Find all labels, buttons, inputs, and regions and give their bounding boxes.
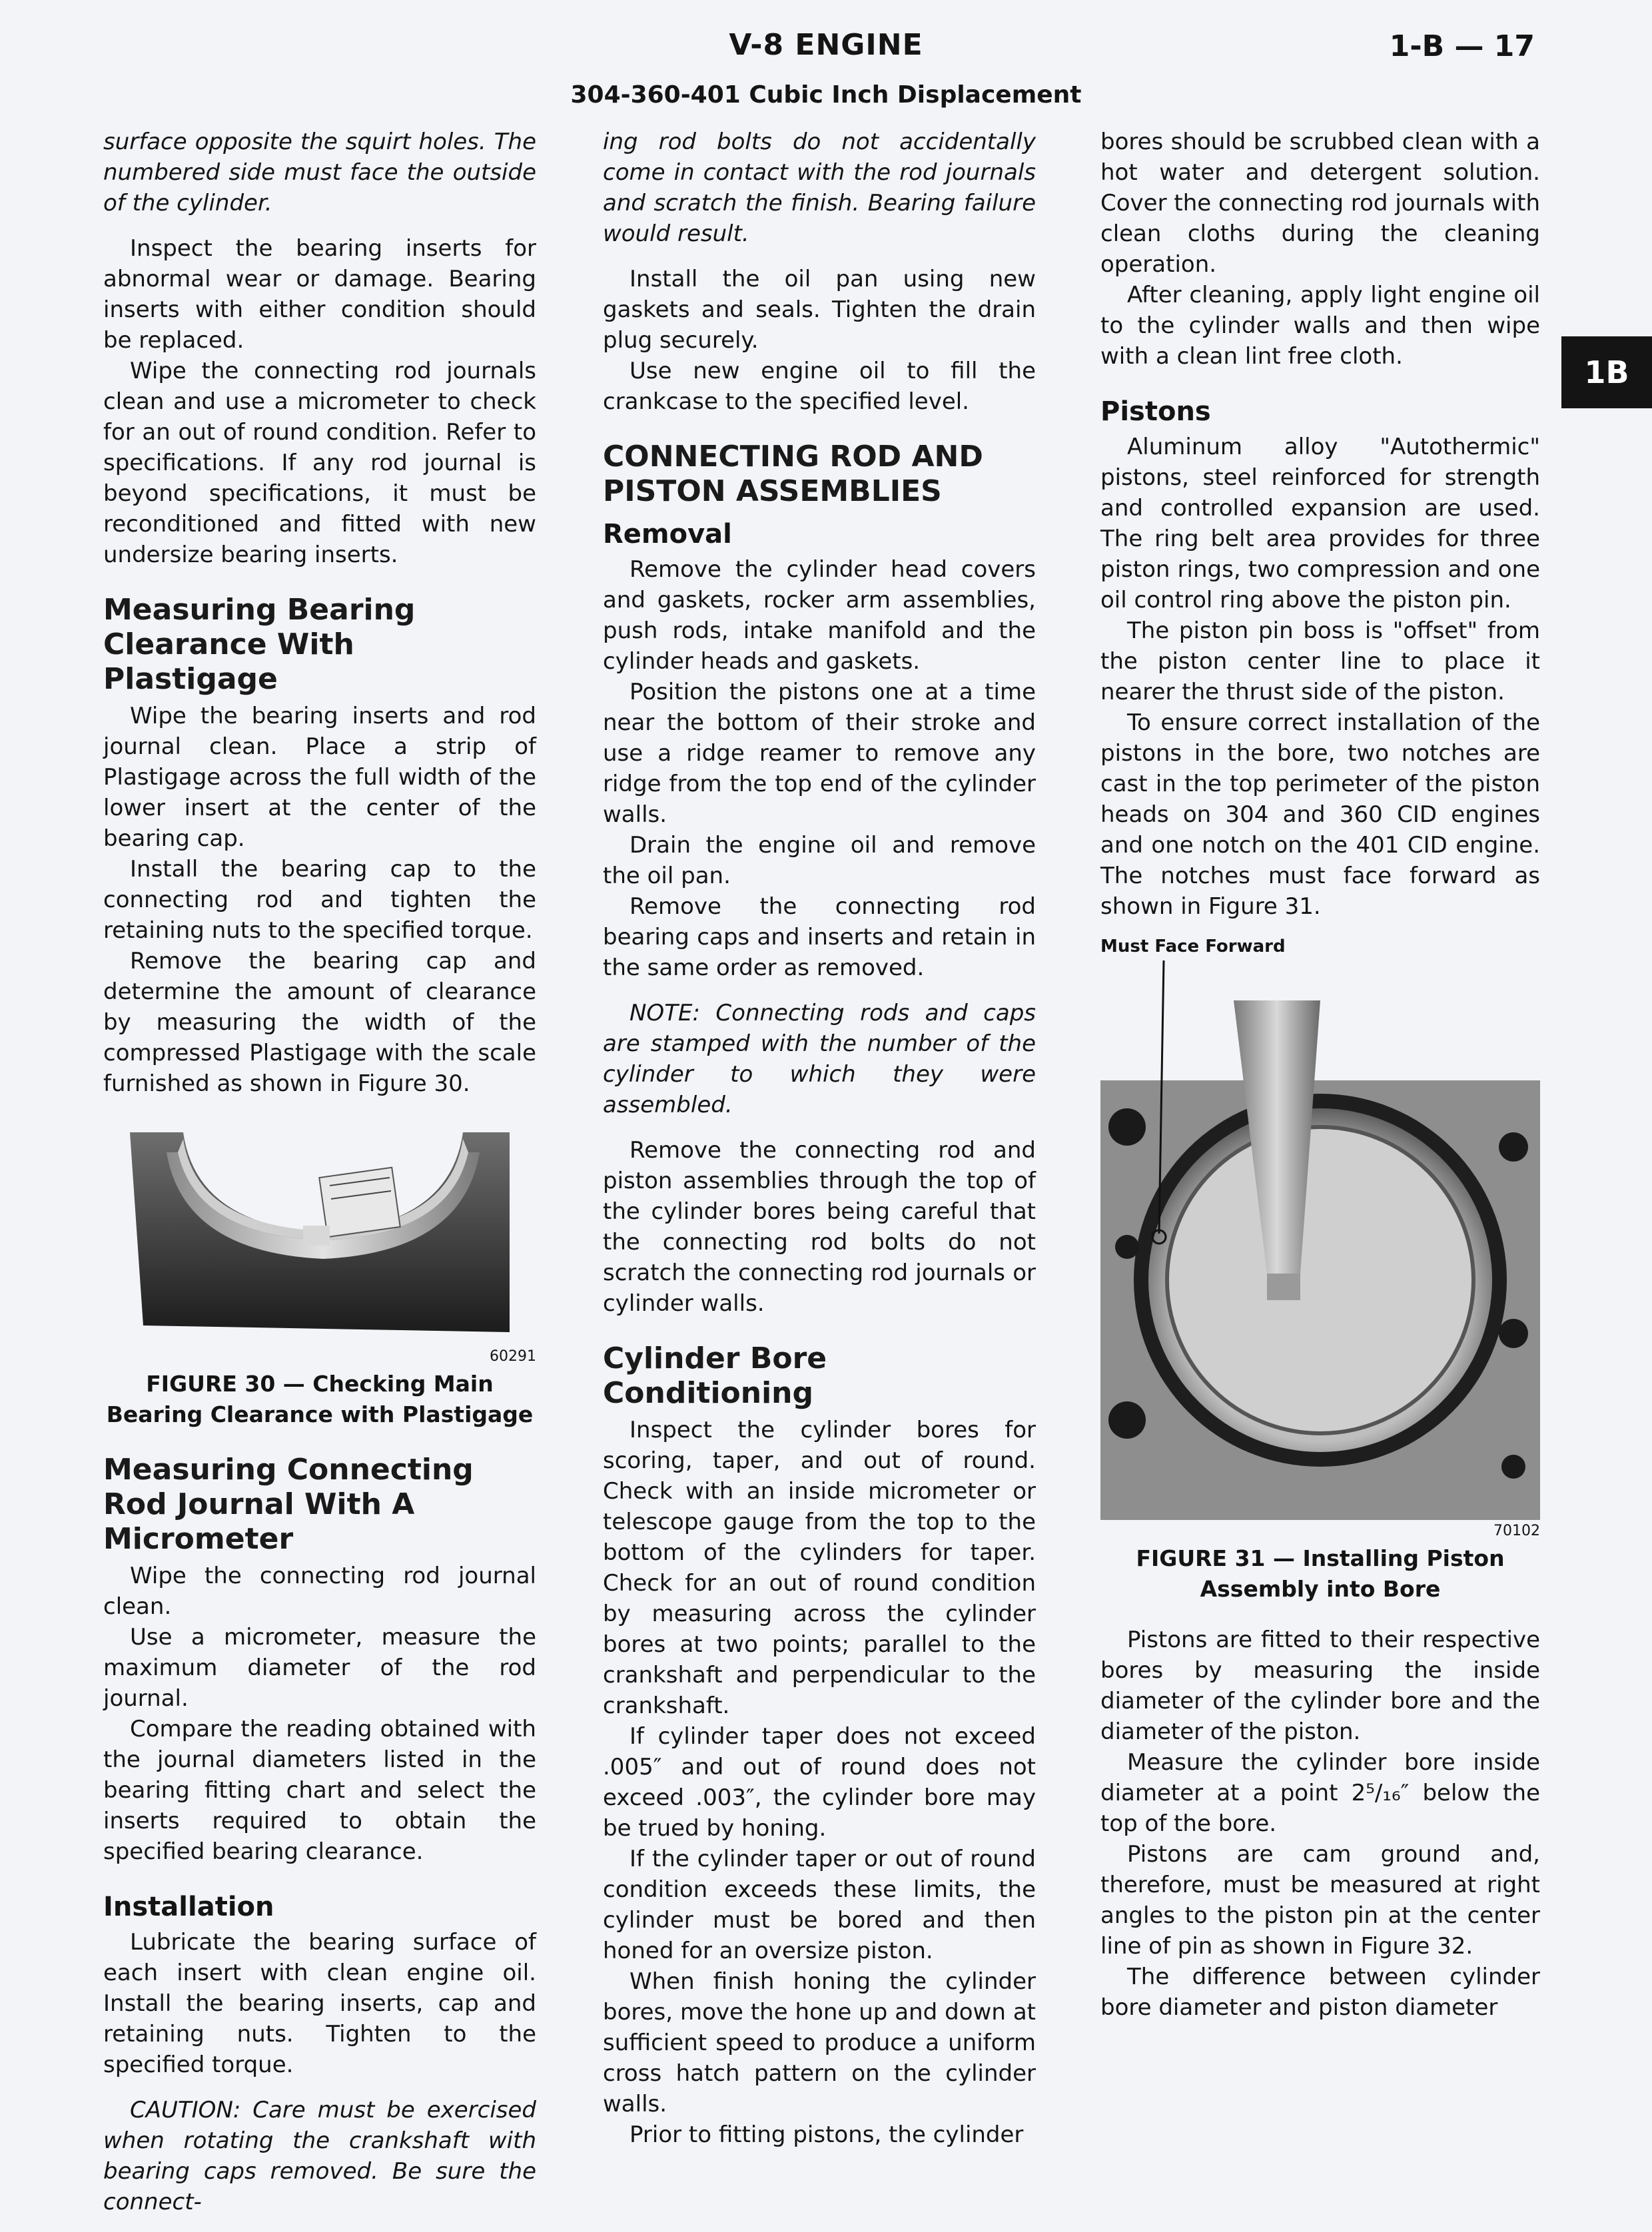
note-text: NOTE: Connecting rods and caps are stamped with the number of the cylinder to which they were assembled. — [603, 1000, 1036, 1118]
paragraph: Install the oil pan using new gaskets and seals. Tighten the drain plug securely. — [603, 266, 1036, 354]
section-heading: Measuring Connecting Rod Journal With A Micrometer — [103, 1453, 474, 1556]
paragraph: ing rod bolts do not accidentally come in contact with the rod journals and scratch the finish. Bearing failure would result. — [603, 129, 1036, 247]
paragraph: To ensure correct installation of the pistons in the bore, two notches are cast in the top perimeter of the piston heads on 304 and 360 CID engines and one notch on the 401 CID engine. The notches must face forward as shown in Figure 31. — [1100, 709, 1540, 920]
paragraph: Measure the cylinder bore inside diameter at a point 2⁵/₁₆″ below the top of the bore. — [1100, 1749, 1540, 1837]
figure-number: 70102 — [1493, 1523, 1540, 1539]
paragraph: If cylinder taper does not exceed .005″ and out of round does not exceed .003″, the cylinder bore may be trued by honing. — [603, 1723, 1036, 1842]
paragraph: When finish honing the cylinder bores, move the hone up and down at sufficient speed to produce a uniform cross hatch pattern on the cylinder walls. — [603, 1968, 1036, 2117]
paragraph: Remove the cylinder head covers and gaskets, rocker arm assemblies, push rods, intake manifold and the cylinder heads and gaskets. — [603, 556, 1036, 675]
paragraph: If the cylinder taper or out of round condition exceeds these limits, the cylinder must be bored and then honed for an oversize piston. — [603, 1846, 1036, 1964]
column-right — [1100, 127, 1540, 2038]
figure-caption: FIGURE 30 — Checking Main Bearing Clearance with Plastigage — [106, 1371, 534, 1427]
paragraph: Use new engine oil to fill the crankcase to the specified level. — [603, 358, 1036, 415]
figure-caption: FIGURE 31 — Installing Piston Assembly into Bore — [1136, 1545, 1505, 1602]
paragraph: Use a micrometer, measure the maximum diameter of the rod journal. — [103, 1624, 536, 1712]
section-heading: Pistons — [1100, 396, 1211, 427]
figure-number: 60291 — [490, 1348, 536, 1365]
paragraph: Inspect the cylinder bores for scoring, taper, and out of round. Check with an inside micrometer or telescope gauge from the top to the bottom of the cylinders for taper. Check for an out of round condition by measuring across the cylinder bores at two points; parallel to the crankshaft and perpendicular to the crankshaft. — [603, 1417, 1036, 1719]
paragraph: Compare the reading obtained with the journal diameters listed in the bearing fitting chart and select the inserts required to obtain the specified bearing clearance. — [103, 1716, 536, 1865]
section-heading: Installation — [103, 1892, 274, 1922]
paragraph: Drain the engine oil and remove the oil pan. — [603, 832, 1036, 889]
column-left — [103, 127, 536, 2232]
paragraph: Position the pistons one at a time near the bottom of their stroke and use a ridge reamer to remove any ridge from the top end of the cylinder walls. — [603, 679, 1036, 828]
section-heading: CONNECTING ROD AND PISTON ASSEMBLIES — [603, 440, 983, 508]
paragraph: Remove the bearing cap and determine the amount of clearance by measuring the width of the compressed Plastigage with the scale furnished as shown in Figure 30. — [103, 948, 536, 1097]
caution-text: CAUTION: Care must be exercised when rotating the crankshaft with bearing caps removed. Be sure the connect- — [103, 2097, 536, 2215]
page-subtitle: 304-360-401 Cubic Inch Displacement — [570, 81, 1082, 109]
paragraph: Wipe the bearing inserts and rod journal clean. Place a strip of Plastigage across the full width of the lower insert at the center of the bearing cap. — [103, 703, 536, 852]
paragraph: Pistons are cam ground and, therefore, must be measured at right angles to the piston pin at the center line of pin as shown in Figure 32. — [1100, 1841, 1540, 1960]
paragraph: surface opposite the squirt holes. The numbered side must face the outside of the cylinder. — [103, 129, 536, 216]
paragraph: After cleaning, apply light engine oil to the cylinder walls and then wipe with a clean lint free cloth. — [1100, 282, 1540, 370]
figure-30 — [103, 1126, 536, 1430]
paragraph: Remove the connecting rod bearing caps and inserts and retain in the same order as removed. — [603, 893, 1036, 981]
column-middle — [603, 127, 1036, 2165]
page-number: 1-B — 17 — [1389, 29, 1535, 63]
paragraph: The piston pin boss is "offset" from the piston center line to place it nearer the thrust side of the piston. — [1100, 617, 1540, 705]
paragraph: Wipe the connecting rod journals clean and use a micrometer to check for an out of round condition. Refer to specifications. If any rod journal is beyond specifications, it must be reconditioned and fitted with new undersize bearing inserts. — [103, 358, 536, 568]
paragraph: Install the bearing cap to the connecting rod and tighten the retaining nuts to the specified torque. — [103, 856, 536, 944]
figure-callout: Must Face Forward — [1100, 936, 1286, 956]
paragraph: Inspect the bearing inserts for abnormal wear or damage. Bearing inserts with either condition should be replaced. — [103, 235, 536, 354]
figure-31 — [1100, 936, 1540, 1605]
piston-install-photo — [1100, 960, 1540, 1520]
paragraph: Wipe the connecting rod journal clean. — [103, 1563, 536, 1620]
paragraph: The difference between cylinder bore diameter and piston diameter — [1100, 1964, 1540, 2021]
section-tab: 1B — [1561, 336, 1652, 408]
section-heading: Measuring Bearing Clearance With Plastigage — [103, 593, 416, 696]
paragraph: Lubricate the bearing surface of each insert with clean engine oil. Install the bearing inserts, cap and retaining nuts. Tighten to the specified torque. — [103, 1929, 536, 2078]
paragraph: Pistons are fitted to their respective bores by measuring the inside diameter of the cylinder bore and the diameter of the piston. — [1100, 1627, 1540, 1745]
paragraph: Remove the connecting rod and piston assemblies through the top of the cylinder bores being careful that the connecting rod bolts do not scratch the connecting rod journals or cylinder walls. — [603, 1137, 1036, 1317]
bearing-cap-photo — [103, 1126, 536, 1345]
section-heading: Cylinder Bore Conditioning — [603, 1341, 827, 1410]
page-title: V-8 ENGINE — [729, 28, 923, 62]
section-heading: Removal — [603, 519, 732, 550]
paragraph: Aluminum alloy "Autothermic" pistons, steel reinforced for strength and controlled expansion are used. The ring belt area provides for three piston rings, two compression and one oil control ring above the piston pin. — [1100, 434, 1540, 613]
paragraph: bores should be scrubbed clean with a hot water and detergent solution. Cover the connecting rod journals with clean cloths during the cleaning operation. — [1100, 129, 1540, 278]
paragraph: Prior to fitting pistons, the cylinder — [629, 2121, 1024, 2148]
